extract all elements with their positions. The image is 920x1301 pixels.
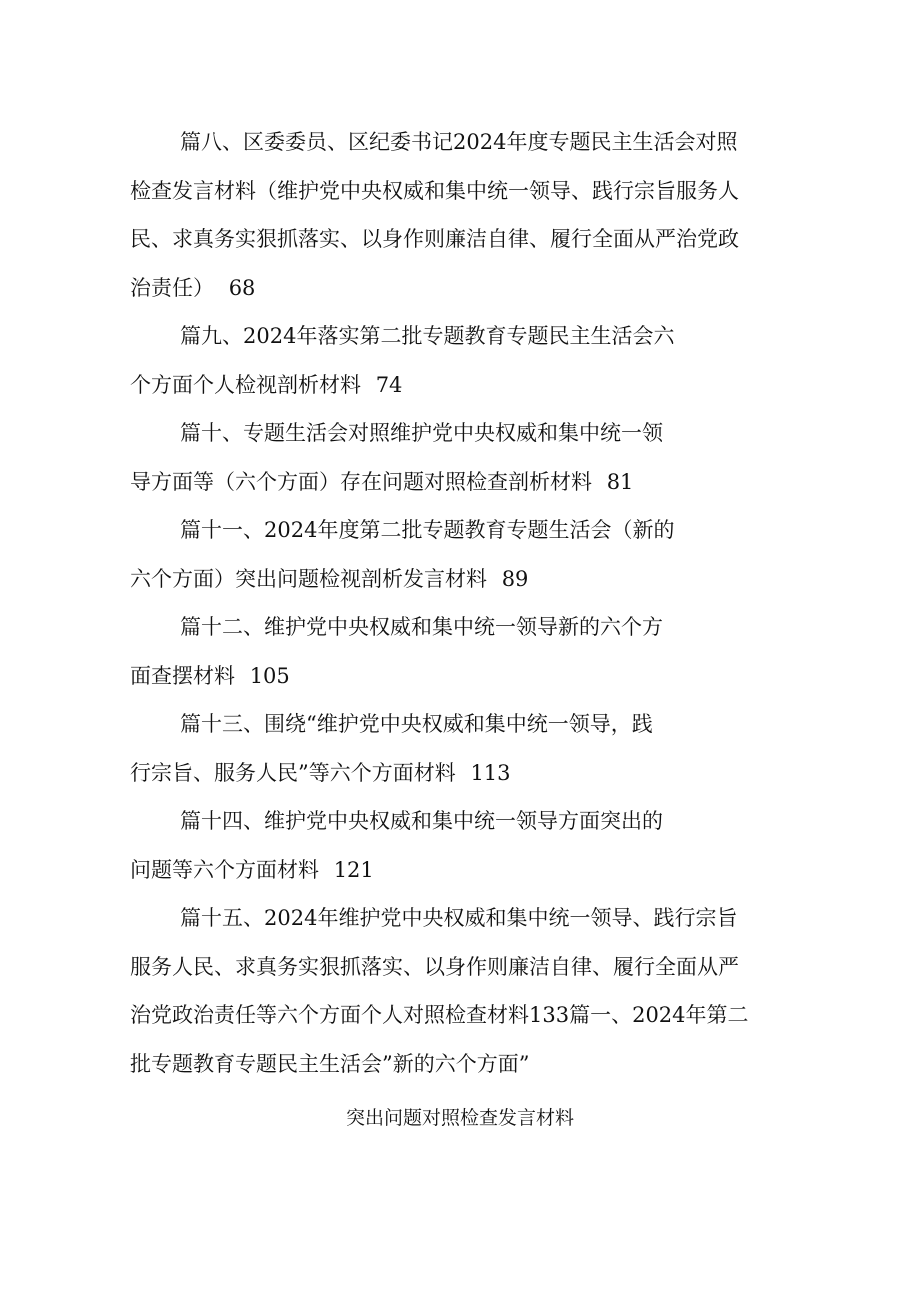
toc-entry-line: 篇十四、维护党中央权威和集中统一领导方面突出的 bbox=[180, 809, 663, 833]
page-number: 81 bbox=[606, 469, 634, 494]
toc-entry-15[interactable] bbox=[130, 894, 795, 1088]
toc-entry-line: 检查发言材料（维护党中央权威和集中统一领导、践行宗旨服务人 bbox=[130, 178, 739, 203]
toc-entry-line: 篇九、2024年落实第二批专题教育专题民主生活会六 bbox=[180, 324, 675, 348]
toc-entry-text: 导方面等（六个方面）存在问题对照检查剖析材料 bbox=[130, 469, 592, 494]
toc-entry-text: 面查摆材料 bbox=[130, 663, 235, 688]
toc-entry-last-line bbox=[130, 458, 795, 507]
page-number: 113 bbox=[470, 760, 511, 785]
toc-entry-10[interactable] bbox=[130, 409, 795, 506]
toc-entry-line: 民、求真务实狠抓落实、以身作则廉洁自律、履行全面从严治党政 bbox=[130, 227, 739, 251]
page-number: 121 bbox=[333, 857, 374, 882]
toc-entry-8[interactable] bbox=[130, 118, 795, 312]
toc-entry-last-line bbox=[130, 652, 795, 701]
toc-entry-last-line bbox=[130, 846, 795, 895]
toc-entry-9[interactable] bbox=[130, 312, 795, 409]
toc-entry-text: 六个方面）突出问题检视剖析发言材料 bbox=[130, 566, 487, 591]
toc-entry-line: 篇十一、2024年度第二批专题教育专题生活会（新的 bbox=[180, 518, 675, 542]
toc-entry-line: 篇十二、维护党中央权威和集中统一领导新的六个方 bbox=[180, 615, 663, 639]
table-of-contents bbox=[130, 118, 795, 1088]
page-number: 89 bbox=[501, 566, 529, 591]
toc-entry-line: 篇十五、2024年维护党中央权威和集中统一领导、践行宗旨 bbox=[180, 906, 738, 930]
toc-entry-last-line bbox=[130, 555, 760, 604]
toc-entry-text: 行宗旨、服务人民”等六个方面材料 bbox=[130, 760, 456, 785]
toc-entry-text: 治责任） bbox=[130, 275, 214, 300]
toc-entry-11[interactable] bbox=[130, 506, 795, 603]
toc-entry-line: 篇十、专题生活会对照维护党中央权威和集中统一领 bbox=[180, 421, 663, 445]
toc-entry-line: 治党政治责任等六个方面个人对照检查材料133篇一、2024年第二 bbox=[130, 1003, 749, 1027]
toc-entry-14[interactable] bbox=[130, 797, 795, 894]
toc-entry-last-line bbox=[130, 361, 795, 410]
toc-entry-line: 批专题教育专题民主生活会”新的六个方面” bbox=[130, 1051, 530, 1076]
toc-entry-last-line bbox=[130, 749, 795, 798]
page-number: 74 bbox=[375, 372, 403, 397]
toc-entry-text: 个方面个人检视剖析材料 bbox=[130, 372, 361, 397]
section-subtitle: 突出问题对照检查发言材料 bbox=[345, 1107, 574, 1129]
toc-entry-line: 篇十三、围绕“维护党中央权威和集中统一领导，践 bbox=[180, 712, 653, 736]
toc-entry-13[interactable] bbox=[130, 700, 795, 797]
toc-entry-line: 篇八、区委委员、区纪委书记2024年度专题民主生活会对照 bbox=[180, 130, 738, 154]
toc-entry-last-line bbox=[130, 264, 795, 313]
toc-entry-line: 服务人民、求真务实狠抓落实、以身作则廉洁自律、履行全面从严 bbox=[130, 954, 739, 979]
toc-entry-12[interactable] bbox=[130, 603, 795, 700]
toc-entry-text: 问题等六个方面材料 bbox=[130, 857, 319, 882]
page-number: 105 bbox=[249, 663, 290, 688]
page-number: 68 bbox=[228, 275, 256, 300]
